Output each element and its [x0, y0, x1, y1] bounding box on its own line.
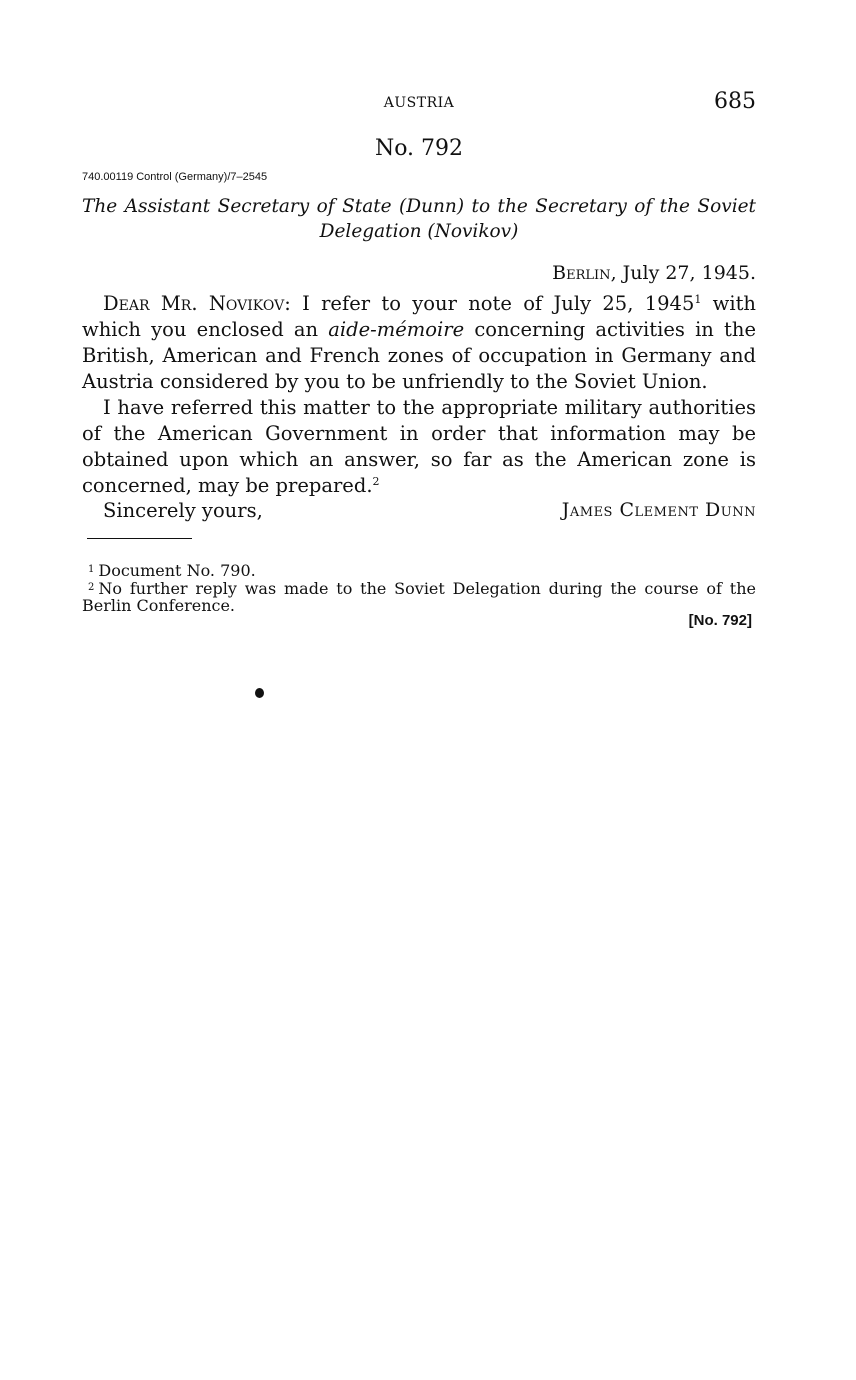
- paragraph-1-text-b: with which you enclosed an: [82, 292, 756, 341]
- document-heading: The Assistant Secretary of State (Dunn) to the Secretary of the Soviet Delegation (Novikov): [82, 196, 756, 242]
- footnote-ref-1[interactable]: 1: [694, 293, 702, 306]
- footnote-ref-2[interactable]: 2: [372, 475, 380, 488]
- dateline-place: Berlin: [552, 262, 611, 284]
- footnote-divider: [87, 538, 192, 539]
- running-head: [82, 91, 756, 115]
- document-number: No. 792: [374, 136, 464, 161]
- dateline-date: , July 27, 1945.: [610, 262, 756, 284]
- footnote-2: [82, 579, 756, 614]
- dateline: [552, 262, 756, 284]
- aide-memoire-term: aide-mémoire: [328, 318, 465, 341]
- paragraph-2-text: I have referred this matter to the appropriate military authorities of the American Government in order that information may be obtained upon which an answer, so far as the American zone is concerned, may be prepared.: [82, 396, 756, 497]
- salutation: Dear Mr. Novikov:: [103, 292, 291, 315]
- ink-spot: [255, 688, 264, 698]
- page-number: 685: [714, 89, 756, 114]
- file-reference: 740.00119 Control (Germany)/7–2545: [82, 171, 268, 183]
- paragraph-1-text-a: I refer to your note of July 25, 1945: [290, 292, 695, 315]
- footnote-1-text: Document No. 790.: [98, 561, 256, 580]
- footnote-2-text: No further reply was made to the Soviet Delegation during the course of the Berlin Conference.: [82, 579, 756, 615]
- paragraph-1: [82, 291, 756, 395]
- footnote-2-number: 2: [88, 582, 95, 593]
- running-title: AUSTRIA: [383, 95, 455, 111]
- paragraph-2: [82, 395, 756, 499]
- footnote-1: [82, 561, 756, 579]
- footnote-1-number: 1: [88, 564, 95, 575]
- signature: James Clement Dunn: [561, 499, 756, 521]
- page-footer-reference: [No. 792]: [688, 612, 752, 629]
- paragraph-1-text-c: concerning activities in the British, American and French zones of occupation in Germany and Austria considered by you to be unfriendly to the Soviet Union.: [82, 318, 756, 393]
- closing: Sincerely yours,: [103, 499, 263, 522]
